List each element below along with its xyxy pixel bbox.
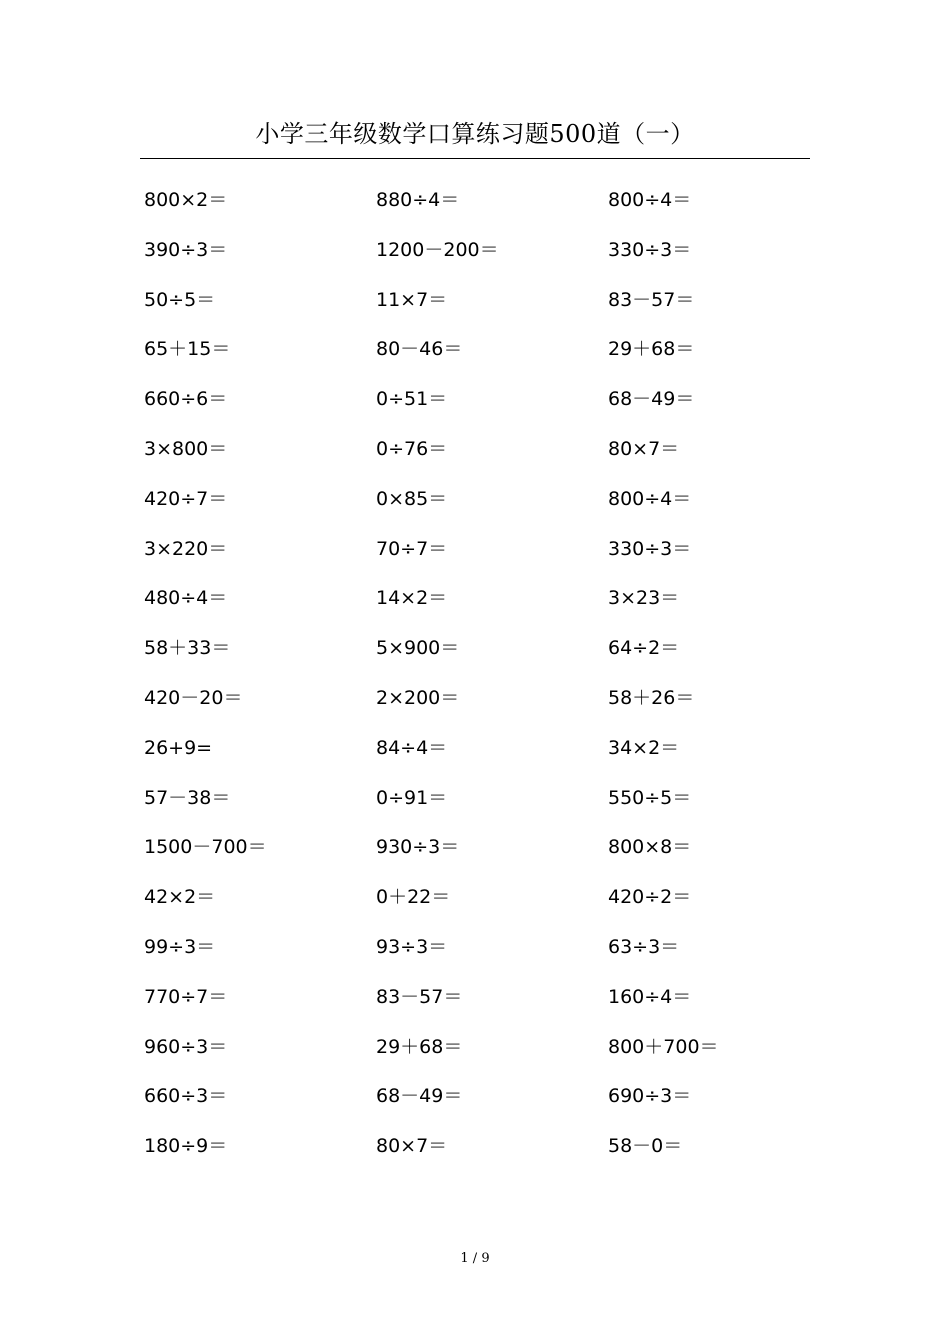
problem-item: 70÷7＝ <box>376 537 448 560</box>
problem-item: 0÷91＝ <box>376 786 448 809</box>
title-underline <box>140 158 810 159</box>
problem-item: 80×7＝ <box>376 1135 448 1158</box>
problem-item: 420÷2＝ <box>608 886 692 909</box>
problem-item: 68－49＝ <box>376 1085 463 1108</box>
problem-item: 29＋68＝ <box>376 1035 463 1058</box>
problem-item: 93÷3＝ <box>376 935 448 958</box>
problem-item: 11×7＝ <box>376 288 448 311</box>
problem-item: 0＋22＝ <box>376 886 451 909</box>
problem-item: 2×200＝ <box>376 686 460 709</box>
problem-item: 330÷3＝ <box>608 238 692 261</box>
problem-item: 80×7＝ <box>608 437 680 460</box>
problem-item: 3×220＝ <box>144 537 228 560</box>
problem-item: 99÷3＝ <box>144 935 216 958</box>
problem-item: 80－46＝ <box>376 338 463 361</box>
problem-item: 660÷6＝ <box>144 388 228 411</box>
problem-grid <box>144 183 794 1179</box>
problem-item: 29＋68＝ <box>608 338 695 361</box>
problem-item: 5×900＝ <box>376 637 460 660</box>
problem-item: 550÷5＝ <box>608 786 692 809</box>
problem-item: 14×2＝ <box>376 587 448 610</box>
problem-item: 0×85＝ <box>376 487 448 510</box>
problem-item: 84÷4＝ <box>376 736 448 759</box>
problem-item: 160÷4＝ <box>608 985 692 1008</box>
problem-item: 57－38＝ <box>144 786 231 809</box>
problem-item: 34×2＝ <box>608 736 680 759</box>
problem-item: 50÷5＝ <box>144 288 216 311</box>
problem-item: 58－0＝ <box>608 1135 683 1158</box>
problem-item: 800÷4＝ <box>608 189 692 211</box>
problem-item: 1500－700＝ <box>144 836 267 859</box>
problem-item: 58＋26＝ <box>608 686 695 709</box>
problem-item: 3×800＝ <box>144 437 228 460</box>
problem-item: 800×8＝ <box>608 836 692 859</box>
problem-item: 800÷4＝ <box>608 487 692 510</box>
problem-item: 420÷7＝ <box>144 487 228 510</box>
problem-item: 690÷3＝ <box>608 1085 692 1108</box>
problem-item: 800＋700＝ <box>608 1035 719 1058</box>
problem-item: 58＋33＝ <box>144 637 231 660</box>
problem-item: 64÷2＝ <box>608 637 680 660</box>
problem-item: 880÷4＝ <box>376 189 460 211</box>
problem-item: 3×23＝ <box>608 587 680 610</box>
problem-item: 330÷3＝ <box>608 537 692 560</box>
problem-item: 63÷3＝ <box>608 935 680 958</box>
problem-item: 83－57＝ <box>608 288 695 311</box>
problem-item: 420－20＝ <box>144 686 243 709</box>
problem-item: 65＋15＝ <box>144 338 231 361</box>
problem-item: 660÷3＝ <box>144 1085 228 1108</box>
problem-item: 0÷51＝ <box>376 388 448 411</box>
problem-item: 1200－200＝ <box>376 238 499 261</box>
problem-item: 930÷3＝ <box>376 836 460 859</box>
problem-item: 42×2＝ <box>144 886 216 909</box>
problem-item: 83－57＝ <box>376 985 463 1008</box>
page-title: 小学三年级数学口算练习题500道（一） <box>255 120 695 148</box>
problem-item: 26+9= <box>144 736 213 759</box>
problem-item: 68－49＝ <box>608 388 695 411</box>
problem-item: 0÷76＝ <box>376 437 448 460</box>
page-number: 1 / 9 <box>460 1251 490 1266</box>
problem-item: 180÷9＝ <box>144 1135 228 1158</box>
problem-item: 960÷3＝ <box>144 1035 228 1058</box>
problem-item: 800×2＝ <box>144 189 228 211</box>
problem-item: 480÷4＝ <box>144 587 228 610</box>
problem-item: 390÷3＝ <box>144 238 228 261</box>
problem-item: 770÷7＝ <box>144 985 228 1008</box>
